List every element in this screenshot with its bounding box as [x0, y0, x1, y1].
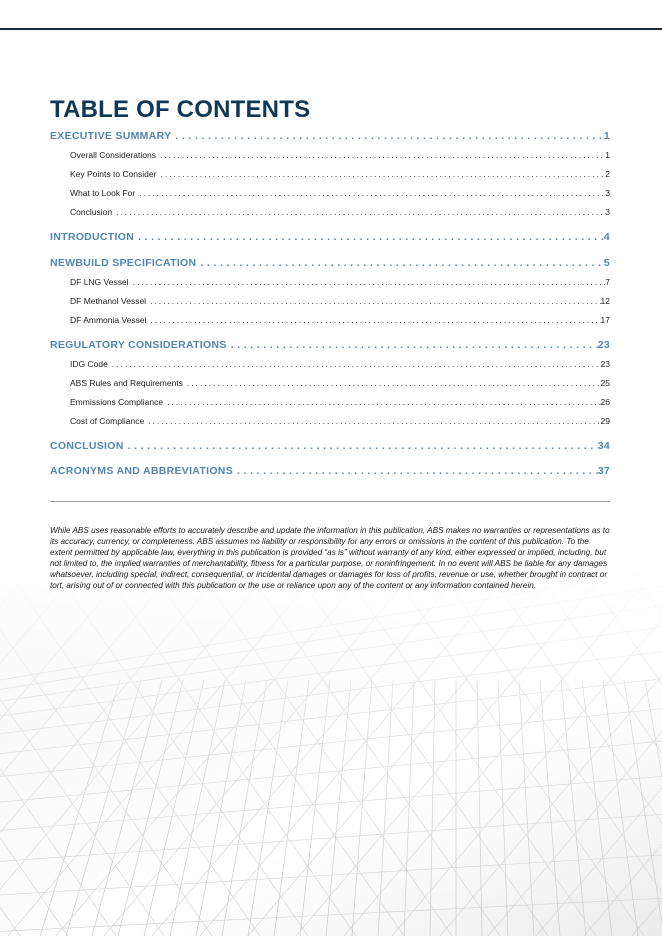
toc-subsection-entry[interactable]	[70, 207, 610, 217]
toc-page-number: 37	[597, 465, 610, 477]
toc-dot-leader	[171, 130, 603, 142]
toc-page-number: 26	[600, 397, 610, 407]
toc-page-number: 3	[605, 188, 610, 198]
toc-entry-label: DF Methanol Vessel	[70, 296, 147, 306]
toc-entry-label: Overall Considerations	[70, 150, 156, 160]
toc-entry-label: Key Points to Consider	[70, 169, 157, 179]
toc-section-entry[interactable]	[50, 231, 610, 243]
toc-subsection-entry[interactable]	[70, 296, 610, 306]
toc-page-number: 34	[597, 440, 610, 452]
toc-entry-label: CONCLUSION	[50, 440, 124, 452]
toc-subsection-entry[interactable]	[70, 416, 610, 426]
toc-entry-label: NEWBUILD SPECIFICATION	[50, 257, 197, 269]
toc-subsection-entry[interactable]	[70, 397, 610, 407]
toc-entry-label: REGULATORY CONSIDERATIONS	[50, 339, 227, 351]
toc-entry-label: Cost of Compliance	[70, 416, 145, 426]
toc-subsection-entry[interactable]	[70, 359, 610, 369]
toc-entry-label: DF Ammonia Vessel	[70, 315, 147, 325]
toc-section-entry[interactable]	[50, 465, 610, 477]
toc-page-number: 2	[605, 169, 610, 179]
toc-dot-leader	[112, 207, 605, 217]
toc-dot-leader	[163, 397, 600, 407]
toc-dot-leader	[183, 378, 601, 388]
toc-entry-label: EXECUTIVE SUMMARY	[50, 130, 172, 142]
divider	[50, 501, 610, 502]
toc-entry-label: Emmissions Compliance	[70, 397, 164, 407]
toc-page-number: 12	[600, 296, 610, 306]
toc-page-number: 1	[603, 130, 610, 142]
toc-page-number: 29	[600, 416, 610, 426]
toc-subsection-entry[interactable]	[70, 378, 610, 388]
toc-dot-leader	[135, 188, 605, 198]
toc-page-number: 5	[603, 257, 610, 269]
toc-dot-leader	[227, 339, 598, 351]
toc-subsection-entry[interactable]	[70, 150, 610, 160]
toc-page-number: 23	[597, 339, 610, 351]
toc-entry-label: ACRONYMS AND ABBREVIATIONS	[50, 465, 233, 477]
toc-subsection-entry[interactable]	[70, 277, 610, 287]
toc-dot-leader	[156, 169, 605, 179]
toc-page-number: 7	[605, 277, 610, 287]
toc-dot-leader	[129, 277, 606, 287]
toc-section-entry[interactable]	[50, 257, 610, 269]
toc-page-number: 23	[600, 359, 610, 369]
toc-entry-label: Conclusion	[70, 207, 113, 217]
wireframe-mesh-background	[0, 560, 662, 936]
toc-entry-label: IDG Code	[70, 359, 108, 369]
toc-page-number: 1	[605, 150, 610, 160]
toc-entry-label: ABS Rules and Requirements	[70, 378, 183, 388]
page-title: TABLE OF CONTENTS	[50, 96, 311, 123]
toc-section-entry[interactable]	[50, 130, 610, 142]
toc-page-number: 4	[603, 231, 610, 243]
toc-dot-leader	[108, 359, 601, 369]
toc-subsection-entry[interactable]	[70, 169, 610, 179]
toc-page-number: 3	[605, 207, 610, 217]
toc-dot-leader	[156, 150, 605, 160]
toc-dot-leader	[147, 315, 601, 325]
toc-section-entry[interactable]	[50, 339, 610, 351]
toc-page-number: 25	[600, 378, 610, 388]
toc-entry-label: DF LNG Vessel	[70, 277, 129, 287]
toc-dot-leader	[134, 231, 604, 243]
toc-subsection-entry[interactable]	[70, 188, 610, 198]
top-rule	[0, 28, 662, 30]
disclaimer-text: While ABS uses reasonable efforts to accurately describe and update the information in this publication, ABS makes no warranties or representations as to its accuracy, currency, or completeness. ABS assumes no liability or responsibility for any errors or omissions in the content of this publication. To the extent permitted by applicable law, everything in this publication is provided “as is” without warranty of any kind, either expressed or implied, including, but not limited to, the implied warranties of merchantability, fitness for a particular purpose, or noninfringement. In no event will ABS be liable for any damages whatsoever, including special, indirect, consequential, or incidental damages or damages for loss of profits, revenue or use, whether brought in contract or tort, arising out of or connected with this publication or the use or reliance upon any of the content or any information contained herein.	[50, 526, 610, 591]
toc-dot-leader	[144, 416, 600, 426]
toc-subsection-entry[interactable]	[70, 315, 610, 325]
toc-section-entry[interactable]	[50, 440, 610, 452]
toc-page-number: 17	[600, 315, 610, 325]
toc-entry-label: INTRODUCTION	[50, 231, 135, 243]
toc-entry-label: What to Look For	[70, 188, 136, 198]
toc-dot-leader	[146, 296, 600, 306]
toc-dot-leader	[196, 257, 603, 269]
toc-dot-leader	[233, 465, 598, 477]
toc-dot-leader	[124, 440, 598, 452]
